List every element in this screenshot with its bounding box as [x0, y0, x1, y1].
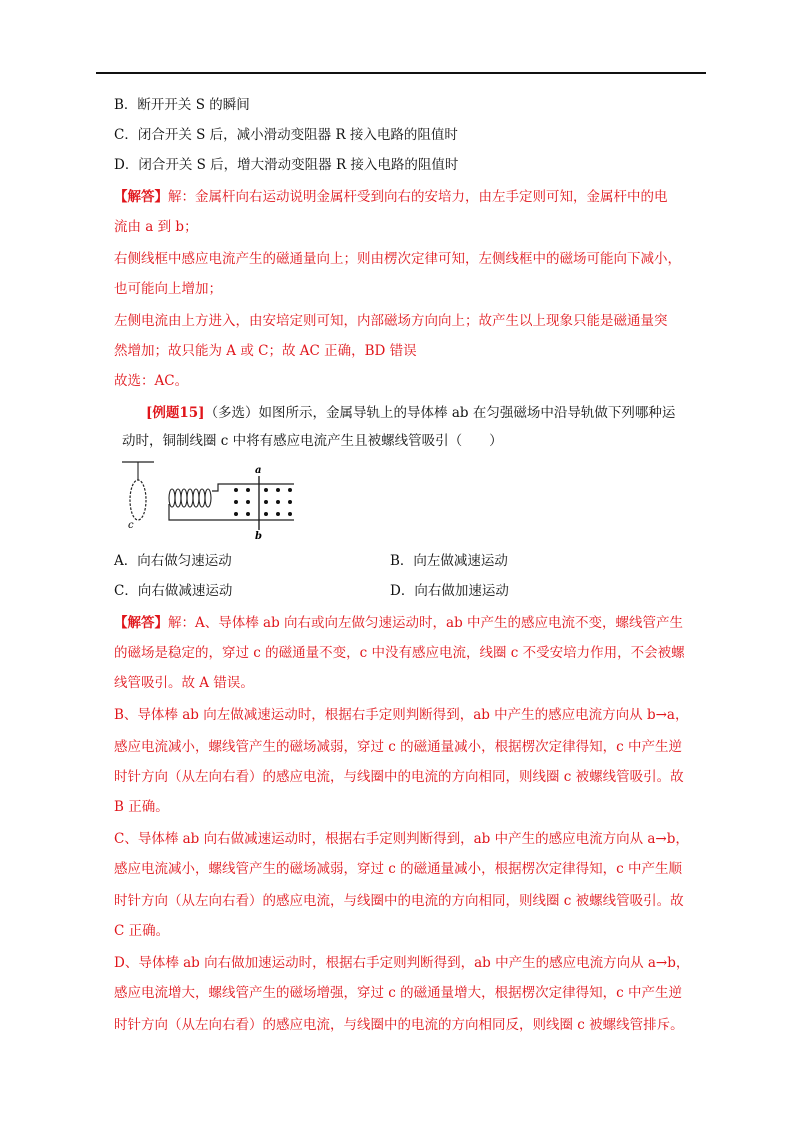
example15-tag: [例题15]	[146, 405, 205, 421]
answer1-line-3: 右侧线框中感应电流产生的磁通量向上；则由楞次定律可知，左侧线框中的磁场可能向下减小，	[114, 251, 681, 267]
answer2-tag: 【解答】	[114, 615, 168, 631]
answer2-line-14: 时针方向（从左向右看）的感应电流，与线圈中的电流的方向相同反，则线圈 c 被螺线管排斥。	[114, 1017, 684, 1033]
answer2-line-7: B 正确。	[114, 799, 169, 815]
answer2-line-8: C、导体棒 ab 向右做减速运动时，根据右手定则判断得到，ab 中产生的感应电流方向从 a→b，	[114, 831, 689, 847]
answer2-line-6: 时针方向（从左向右看）的感应电流，与线圈中的电流的方向相同，则线圈 c 被螺线管吸引。故	[114, 769, 684, 785]
option-b: B．向左做减速运动	[390, 553, 508, 569]
answer2-line-10: 时针方向（从左向右看）的感应电流，与线圈中的电流的方向相同，则线圈 c 被螺线管吸引。故	[114, 893, 684, 909]
answer1-line-1: 【解答】解：金属杆向右运动说明金属杆受到向右的安培力，由左手定则可知，金属杆中的电	[114, 189, 668, 205]
answer2-line-12: D、导体棒 ab 向右做加速运动时，根据右手定则判断得到，ab 中产生的感应电流方向从 a→b，	[114, 955, 690, 971]
answer1-line-2: 流由 a 到 b；	[114, 219, 198, 235]
answer2-line-2: 的磁场是稳定的，穿过 c 的磁通量不变，c 中没有感应电流，线圈 c 不受安培力作用，不会被螺	[114, 645, 685, 661]
option-a: A．向右做匀速运动	[114, 553, 232, 569]
answer1-line-6: 然增加；故只能为 A 或 C；故 AC 正确，BD 错误	[114, 343, 417, 359]
answer1-line-4: 也可能向上增加；	[114, 281, 222, 297]
option-c-prev: C．闭合开关 S 后，减小滑动变阻器 R 接入电路的阻值时	[114, 127, 458, 143]
answer1-line-7: 故选：AC。	[114, 373, 189, 389]
option-d-prev: D．闭合开关 S 后，增大滑动变阻器 R 接入电路的阻值时	[114, 157, 459, 173]
label-c: c	[128, 520, 134, 531]
label-a: a	[255, 465, 262, 476]
answer2-line-11: C 正确。	[114, 923, 170, 939]
example15-line-2: 动时，铜制线圈 c 中将有感应电流产生且被螺线管吸引（ ）	[122, 433, 503, 449]
header-rule	[96, 72, 706, 74]
answer2-line-5: 感应电流减小，螺线管产生的磁场减弱，穿过 c 的磁通量减小，根据楞次定律得知，c 中产生逆	[114, 739, 682, 755]
answer2-line-1: 【解答】解：A、导体棒 ab 向右或向左做匀速运动时，ab 中产生的感应电流不变，螺线管产生	[114, 615, 684, 631]
answer2-line-3: 线管吸引。故 A 错误。	[114, 675, 254, 691]
answer2-line-4: B、导体棒 ab 向左做减速运动时，根据右手定则判断得到，ab 中产生的感应电流方向从 b→a，	[114, 707, 689, 723]
answer1-tag: 【解答】	[114, 189, 168, 205]
answer1-line-5: 左侧电流由上方进入，由安培定则可知，内部磁场方向向上；故产生以上现象只能是磁通量突	[114, 313, 668, 329]
answer2-line-9: 感应电流减小，螺线管产生的磁场减弱，穿过 c 的磁通量减小，根据楞次定律得知，c 中产生顺	[114, 861, 682, 877]
option-d: D．向右做加速运动	[390, 583, 509, 599]
circuit-figure	[114, 458, 314, 540]
option-b-prev: B．断开开关 S 的瞬间	[114, 97, 250, 113]
option-c: C．向右做减速运动	[114, 583, 233, 599]
answer2-line-13: 感应电流增大，螺线管产生的磁场增强，穿过 c 的磁通量增大，根据楞次定律得知，c 中产生逆	[114, 985, 682, 1001]
example15-line-1: [例题15]（多选）如图所示，金属导轨上的导体棒 ab 在匀强磁场中沿导轨做下列哪种运	[146, 405, 676, 421]
label-b: b	[255, 531, 262, 540]
